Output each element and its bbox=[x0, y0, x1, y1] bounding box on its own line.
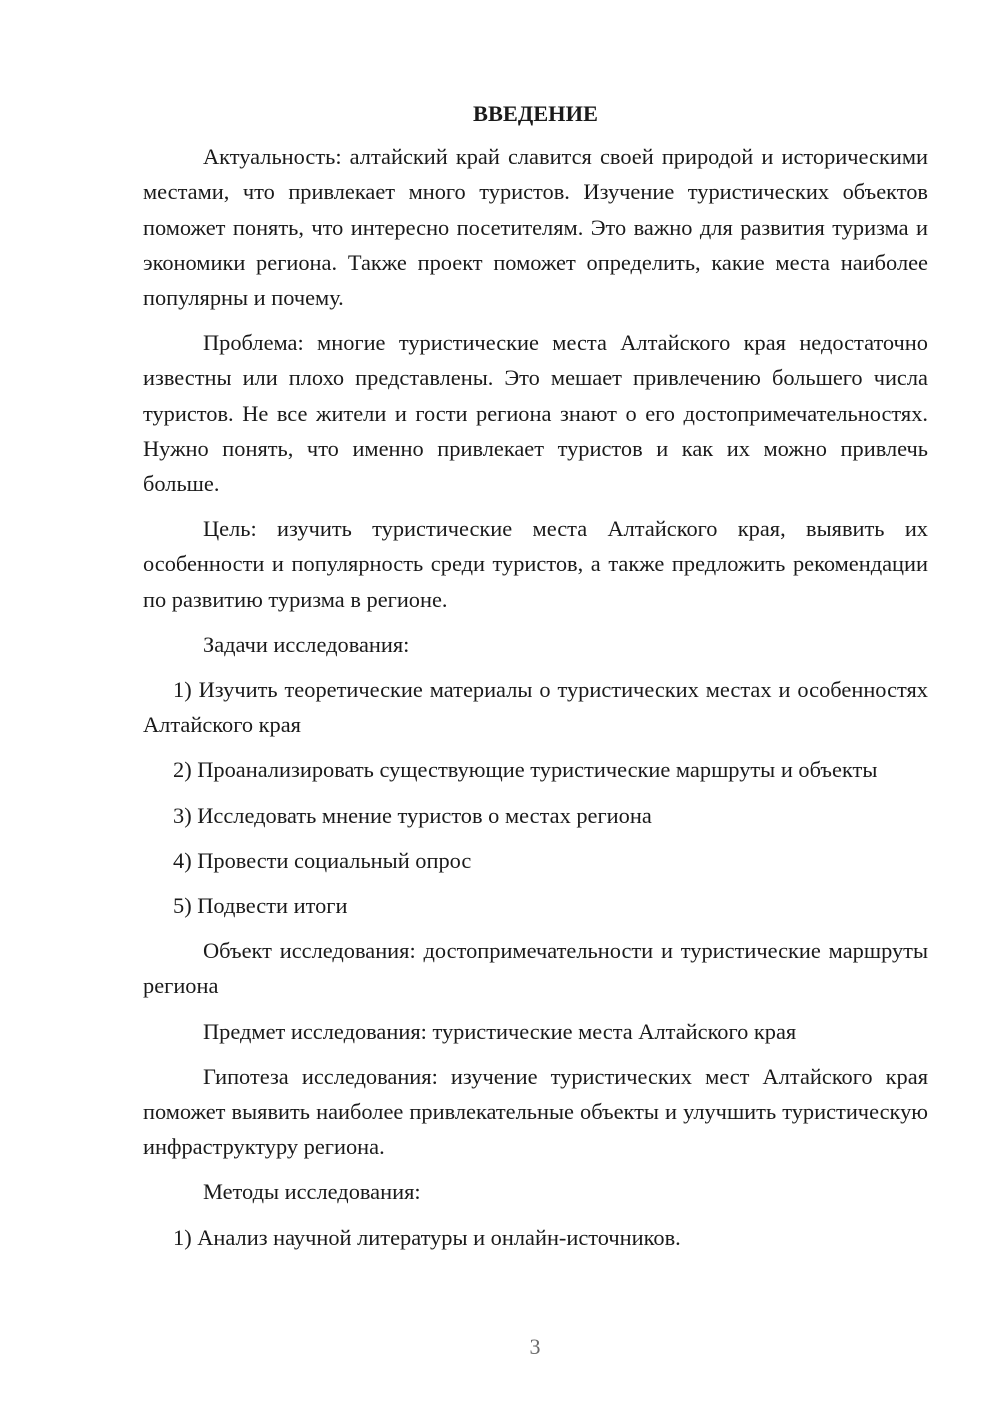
hypothesis-paragraph: Гипотеза исследования: изучение туристических мест Алтайского края поможет выявить наиболее привлекательные объекты и улучшить туристическую инфраструктуру региона. bbox=[143, 1063, 928, 1160]
document-page bbox=[143, 96, 928, 1265]
object-paragraph: Объект исследования: достопримечательности и туристические маршруты региона bbox=[143, 938, 928, 999]
document-heading: ВВЕДЕНИЕ bbox=[473, 101, 598, 126]
task-item-3: 3) Исследовать мнение туристов о местах региона bbox=[173, 802, 652, 828]
subject-paragraph: Предмет исследования: туристические места Алтайского края bbox=[203, 1018, 797, 1044]
tasks-title: Задачи исследования: bbox=[203, 631, 410, 657]
task-item-2: 2) Проанализировать существующие туристические маршруты и объекты bbox=[173, 757, 878, 783]
methods-title: Методы исследования: bbox=[203, 1179, 421, 1205]
task-item-5: 5) Подвести итоги bbox=[173, 893, 348, 919]
task-item-4: 4) Провести социальный опрос bbox=[173, 847, 472, 873]
page-number: 3 bbox=[529, 1334, 541, 1359]
task-item-1: 1) Изучить теоретические материалы о туристических местах и особенностях Алтайского края bbox=[143, 677, 928, 738]
problem-paragraph: Проблема: многие туристические места Алтайского края недостаточно известны или плохо представлены. Это мешает привлечению большего числа туристов. Не все жители и гости региона знают о его достопримечательностях. Нужно понять, что именно привлекает туристов и как их можно привлечь больше. bbox=[143, 330, 928, 497]
relevance-paragraph: Актуальность: алтайский край славится своей природой и историческими местами, что привлекает много туристов. Изучение туристических объектов поможет понять, что интересно посетителям. Это важно для развития туризма и экономики региона. Также проект поможет определить, какие места наиболее популярны и почему. bbox=[143, 144, 928, 311]
goal-paragraph: Цель: изучить туристические места Алтайского края, выявить их особенности и популярность среди туристов, а также предложить рекомендации по развитию туризма в регионе. bbox=[143, 516, 928, 612]
method-item-1: 1) Анализ научной литературы и онлайн-источников. bbox=[173, 1224, 681, 1250]
